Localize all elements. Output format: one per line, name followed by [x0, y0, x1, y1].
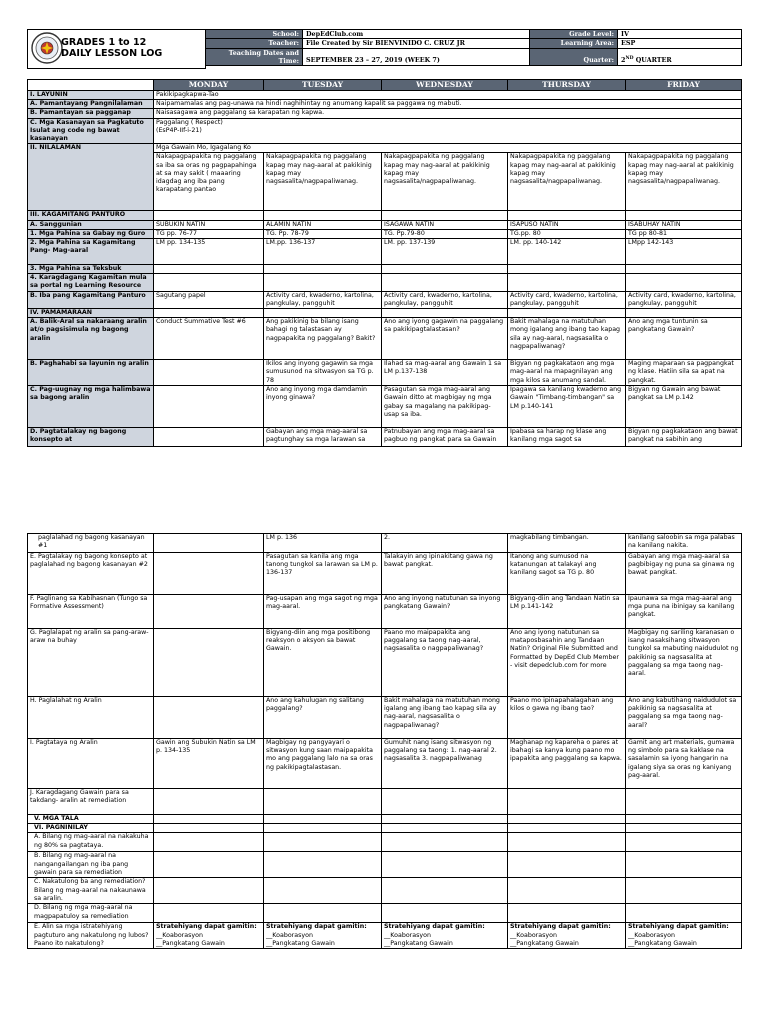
lesson-table-page-1 [27, 79, 742, 447]
nilalaman-tuesday: Nakapagpapakita ng paggalang kapag may nag-aaral at pakikinig kapag may nagsasalita/nagpapaliwanag. [264, 153, 382, 211]
pag-uugnay-tuesday: Ano ang inyong mga damdamin inyong ginawa? [264, 386, 382, 428]
strat-option-2: __Pangkatang Gawain [384, 939, 453, 947]
c-value-2: (EsP4P-IIf-i-21) [156, 126, 202, 134]
row-paglinang [28, 595, 742, 629]
pag-uugnay-monday [154, 386, 264, 428]
f-monday [154, 595, 264, 629]
day-monday: MONDAY [154, 80, 264, 91]
paglalahad-wednesday: 2. [382, 534, 508, 553]
balik-friday: Ano ang mga tuntunin sa pangkatang Gawain? [626, 318, 742, 360]
strat-thursday [508, 923, 626, 949]
balik-monday: Conduct Summative Test #6 [154, 318, 264, 360]
lm-tuesday: LM.pp. 136-137 [264, 239, 382, 265]
guro-tuesday: TG. Pp. 78-79 [264, 229, 382, 238]
pag-uugnay-label: C. Pag-uugnay ng mga halimbawa sa bagong aralin [28, 386, 154, 428]
dates-label [206, 48, 303, 65]
b-value: Naisasagawa ang paggalang sa karapatan ng kapwa. [154, 109, 742, 118]
pagninilay-label: VI. PAGNINILAY [28, 824, 154, 833]
pagtatalakay-friday: Bigyan ng pagkakataon ang bawat pangkat na sabihin ang [626, 428, 742, 447]
c6-label: C. Nakatulong ba ang remediation? Bilang ng mag-aaral na nakaunawa sa aralin. [28, 878, 154, 904]
row-bilang-80 [28, 833, 742, 852]
e-wednesday: Talakayin ang ipinakitang gawa ng bawat pangkat. [382, 553, 508, 595]
i-wednesday: Gumuhit nang isang sitwasyon ng paggalang sa taong: 1. nag-aaral 2. nagsasalita 3. nagpapaliwanag [382, 739, 508, 789]
area-label: Learning Area: [530, 39, 618, 48]
school-value: DepEdClub.com [303, 30, 530, 39]
d6-label: D. Bilang ng mga mag-aaral na magpapatuloy sa remediation [28, 904, 154, 923]
tala-blank-4 [508, 815, 626, 824]
j-blank-2 [264, 789, 382, 815]
row-layunin [28, 91, 742, 100]
strat-title: Stratehiyang dapat gamitin: [628, 923, 729, 931]
title-box [27, 29, 206, 69]
kagamitan-blank-5 [626, 211, 742, 220]
pagtatalakay-tuesday: Gabayan ang mga mag-aaral sa pagtunghay sa mga larawan sa [264, 428, 382, 447]
pagninilay-blank-4 [508, 824, 626, 833]
c6-blank-4 [508, 878, 626, 904]
paghahabi-friday: Maging maparaan sa pagpangkat ng klase. Hatiin sila sa apat na pangkat. [626, 360, 742, 386]
page-2 [27, 533, 741, 949]
a6-blank-4 [508, 833, 626, 852]
pag-uugnay-friday: Bigyan ng Gawain ang bawat pangkat sa LM p.142 [626, 386, 742, 428]
i-label: I. Pagtataya ng Aralin [28, 739, 154, 789]
row-kasanayan [28, 118, 742, 144]
strat-monday [154, 923, 264, 949]
row-balik-aral [28, 318, 742, 360]
iba-wednesday: Activity card, kwaderno, kartolina, pangkulay, pangguhit [382, 291, 508, 308]
b6-blank-3 [382, 852, 508, 878]
sanggunian-wednesday: ISAGAWA NATIN [382, 220, 508, 229]
nilalaman-label: II. NILALAMAN [28, 144, 154, 211]
iba-friday: Activity card, kwaderno, kartolina, pangkulay, pangguhit [626, 291, 742, 308]
h-wednesday: Bakit mahalaga na matutuhan mong igalang ang ibang tao kapag sila ay nag-aaral, nagsasalita o nagpapaliwanag? [382, 697, 508, 739]
pagtatalakay-wednesday: Patnubayan ang mga mag-aaral sa pagbuo ng pangkat para sa Gawain [382, 428, 508, 447]
pamamaraan-blank-3 [382, 309, 508, 318]
g-friday: Magbigay ng sariling karanasan o isang nasaksihang sitwasyon tungkol sa mabuting naidudulot ng pakikinig sa nagsasalita at paggalang sa mga taong nag-aaral. [626, 629, 742, 697]
h-monday [154, 697, 264, 739]
d6-blank-4 [508, 904, 626, 923]
grade-label: Grade Level: [530, 30, 618, 39]
h-friday: Ano ang kabutihang naidudulot sa pakikinig sa nagsasalita at paggalang sa mga taong nag-aaral? [626, 697, 742, 739]
strat-option-2: __Pangkatang Gawain [266, 939, 335, 947]
quarter-number: 2 [621, 56, 626, 65]
guro-thursday: TG.pp. 80 [508, 229, 626, 238]
e-thursday: Itanong ang sumusod na katanungan at talakayi ang kanilang sagot sa TG p. 80 [508, 553, 626, 595]
row-iba-pang-kagamitan [28, 291, 742, 308]
row-sanggunian [28, 220, 742, 229]
b6-blank-5 [626, 852, 742, 878]
strat-tuesday [264, 923, 382, 949]
row-bilang-remediation [28, 852, 742, 878]
row-kagamitang-panturo [28, 211, 742, 220]
nilalaman-title: Mga Gawain Mo, Igagalang Ko [154, 144, 742, 153]
h-label: H. Paglalahat ng Aralin [28, 697, 154, 739]
row-pagtataya [28, 739, 742, 789]
sanggunian-friday: ISABUHAY NATIN [626, 220, 742, 229]
c-label: C. Mga Kasanayan sa Pagkatuto Isulat ang code ng bawat kasanayan [28, 118, 154, 144]
balik-wednesday: Ano ang iyong gagawin na paggalang sa pakikipagtalastasan? [382, 318, 508, 360]
pamamaraan-blank-2 [264, 309, 382, 318]
a6-blank-1 [154, 833, 264, 852]
strat-option-2: __Pangkatang Gawain [156, 939, 225, 947]
c6-blank-3 [382, 878, 508, 904]
g-label: G. Paglalapat ng aralin sa pang-araw- araw na buhay [28, 629, 154, 697]
row-karagdagang-kagamitan [28, 274, 742, 291]
teksbuk-blank-5 [626, 265, 742, 274]
days-header-row [28, 80, 742, 91]
day-tuesday: TUESDAY [264, 80, 382, 91]
strat-title: Stratehiyang dapat gamitin: [266, 923, 367, 931]
e-friday: Gabayan ang mga mag-aaral sa pagbibigay ng puna sa ginawa ng bawat pangkat. [626, 553, 742, 595]
d6-blank-2 [264, 904, 382, 923]
strat-option-1: __Koaborasyon [510, 931, 557, 939]
e6-label: E. Alin sa mga istratehiyang pagtuturo ang nakatulong ng lubos? Paano ito nakatulong? [28, 923, 154, 949]
sanggunian-monday: SUBUKIN NATIN [154, 220, 264, 229]
iba-tuesday: Activity card, kwaderno, kartolina, pangkulay, pangguhit [264, 291, 382, 308]
row-istratehiya [28, 923, 742, 949]
tala-blank-5 [626, 815, 742, 824]
kagamitan-blank-1 [154, 211, 264, 220]
c6-blank-1 [154, 878, 264, 904]
row-paglalahat [28, 697, 742, 739]
row-paghahabi [28, 360, 742, 386]
pagtatalakay-label: D. Pagtatalakay ng bagong konsepto at [28, 428, 154, 447]
j-blank-4 [508, 789, 626, 815]
lm-thursday: LM. pp. 140-142 [508, 239, 626, 265]
guro-monday: TG pp. 76-77 [154, 229, 264, 238]
d6-blank-5 [626, 904, 742, 923]
row-nakatulong [28, 878, 742, 904]
dates-label-1: Teaching Dates and [228, 48, 299, 57]
a-value: Naipamamalas ang pag-unawa na hindi naghihintay ng anumang kapalit sa paggawa ng mabuti. [154, 100, 742, 109]
strat-option-2: __Pangkatang Gawain [510, 939, 579, 947]
pamamaraan-blank-1 [154, 309, 264, 318]
strat-option-2: __Pangkatang Gawain [628, 939, 697, 947]
karagdagan-blank-2 [264, 274, 382, 291]
paglalahad-friday: kanilang saloobin sa mga palabas na kanilang nakita. [626, 534, 742, 553]
balik-label: A. Balik-Aral sa nakaraang aralin at/o pagsisimula ng bagong aralin [28, 318, 154, 360]
paghahabi-thursday: Bigyan ng pagkakataon ang mga mag-aaral na mapagnilayan ang mga kilos sa anumang sandal. [508, 360, 626, 386]
paghahabi-label: B. Paghahabi sa layunin ng aralin [28, 360, 154, 386]
j-label: J. Karagdagang Gawain para sa takdang- aralin at remediation [28, 789, 154, 815]
b6-label: B. Bilang ng mag-aaral na nangangailangan ng iba pang gawain para sa remediation [28, 852, 154, 878]
strat-option-1: __Koaborasyon [266, 931, 313, 939]
i-friday: Gamit ang art materials, gumawa ng simbolo para sa kaklase na sasalamin sa iyong hangarin na igalang siya sa oras ng kaniyang pag-aaral. [626, 739, 742, 789]
g-monday [154, 629, 264, 697]
teksbuk-blank-2 [264, 265, 382, 274]
h-thursday: Paano mo ipinapahalagahan ang kilos o gawa ng ibang tao? [508, 697, 626, 739]
pagninilay-blank-1 [154, 824, 264, 833]
b-label: B. Pamantayan sa pagganap [28, 109, 154, 118]
c6-blank-5 [626, 878, 742, 904]
karagdagan-blank-1 [154, 274, 264, 291]
c-value [154, 118, 742, 144]
pagtatalakay-thursday: Ipabasa sa harap ng klase ang kanilang mga sagot sa [508, 428, 626, 447]
dates-value: SEPTEMBER 23 – 27, 2019 (WEEK 7) [303, 48, 530, 65]
f-wednesday: Ano ang inyong natutunan sa inyong pangkatang Gawain? [382, 595, 508, 629]
nilalaman-friday: Nakapagpapakita ng paggalang kapag may nag-aaral at pakikinig kapag may nagsasalita/nagpapaliwanag. [626, 153, 742, 211]
f-thursday: Bigyang-diin ang Tandaan Natin sa LM p.141-142 [508, 595, 626, 629]
g-thursday: Ano ang iyong natutunan sa mataposbasahin ang Tandaan Natin? Original File Submitted and Formatted by DepEd Club Member - visit depedclub.com for more [508, 629, 626, 697]
strat-friday [626, 923, 742, 949]
iba-monday: Sagutang papel [154, 291, 264, 308]
nilalaman-wednesday: Nakapagpapakita ng paggalang kapag may nag-aaral at pakikinig kapag may nagsasalita/nagpapaliwanag. [382, 153, 508, 211]
row-pagtatalakay [28, 428, 742, 447]
e-monday [154, 553, 264, 595]
karagdagan-blank-5 [626, 274, 742, 291]
row-nilalaman-top [28, 144, 742, 153]
row-mga-tala [28, 815, 742, 824]
pag-uugnay-wednesday: Pasagutan sa mga mag-aaral ang Gawain ditto at magbigay ng mga gabay sa magalang na pakikipag-usap sa iba. [382, 386, 508, 428]
row-pamantayang-pangnilalaman [28, 100, 742, 109]
layunin-value: Pakikipagkapwa-Tao [154, 91, 742, 100]
f-tuesday: Pag-usapan ang mga sagot ng mga mag-aaral. [264, 595, 382, 629]
lm-label: 2. Mga Pahina sa Kagamitang Pang- Mag-aaral [28, 239, 154, 265]
tala-blank-3 [382, 815, 508, 824]
day-wednesday: WEDNESDAY [382, 80, 508, 91]
balik-tuesday: Ang pakikinig ba bilang isang bahagi ng talastasan ay nagpapakita ng paggalang? Bakit? [264, 318, 382, 360]
f-label: F. Paglinang sa Kabihasnan (Tungo sa Formative Assessment) [28, 595, 154, 629]
kagamitan-blank-3 [382, 211, 508, 220]
a6-label: A. Bilang ng mag-aaral na nakakuha ng 80% sa pagtataya. [28, 833, 154, 852]
d6-blank-1 [154, 904, 264, 923]
j-blank-3 [382, 789, 508, 815]
a6-blank-5 [626, 833, 742, 852]
row-pagninilay [28, 824, 742, 833]
pagtatalakay-monday [154, 428, 264, 447]
b6-blank-2 [264, 852, 382, 878]
karagdagan-blank-3 [382, 274, 508, 291]
lesson-table-page-2 [27, 533, 742, 949]
a-label: A. Pamantayang Pangnilalaman [28, 100, 154, 109]
g-wednesday: Paano mo maipapakita ang paggalang sa taong nag-aaral, nagsasalita o nagpapaliwanag? [382, 629, 508, 697]
school-label: School: [206, 30, 303, 39]
paghahabi-wednesday: Ilahad sa mag-aaral ang Gawain 1 sa LM p.137-138 [382, 360, 508, 386]
pag-uugnay-thursday: Ipagawa sa kanilang kwaderno ang Gawain "Timbang-timbangan" sa LM p.140-141 [508, 386, 626, 428]
nilalaman-thursday: Nakapagpapakita ng paggalang kapag may nag-aaral at pakikinig kapag may nagsasalita/nagpapaliwanag. [508, 153, 626, 211]
guro-wednesday: TG. Pp.79-80 [382, 229, 508, 238]
paghahabi-monday [154, 360, 264, 386]
deped-seal-icon [31, 32, 63, 64]
row-paglalapat [28, 629, 742, 697]
header-info-table [205, 29, 742, 66]
title-line-2: DAILY LESSON LOG [61, 48, 163, 59]
row-teksbuk [28, 265, 742, 274]
row-kagamitang-mag-aaral [28, 239, 742, 265]
quarter-value [618, 48, 742, 65]
quarter-word: QUARTER [633, 56, 672, 65]
grade-value: IV [618, 30, 742, 39]
pamamaraan-blank-5 [626, 309, 742, 318]
row-gabay-guro [28, 229, 742, 238]
i-monday: Gawin ang Subukin Natin sa LM p. 134-135 [154, 739, 264, 789]
teksbuk-label: 3. Mga Pahina sa Teksbuk [28, 265, 154, 274]
j-blank-5 [626, 789, 742, 815]
i-thursday: Maghanap ng kapareha o pares at ibahagi sa kanya kung paano mo ipapakita ang paggalang sa kapwa. [508, 739, 626, 789]
area-value: ESP [618, 39, 742, 48]
f-friday: Ipaunawa sa mga mag-aaral ang mga puna na ibinigay sa kanilang pangkat. [626, 595, 742, 629]
lm-wednesday: LM. pp. 137-139 [382, 239, 508, 265]
b6-blank-4 [508, 852, 626, 878]
tala-label: V. MGA TALA [28, 815, 154, 824]
c-value-1: Paggalang ( Respect) [156, 118, 223, 126]
sanggunian-label: A. Sanggunian [28, 220, 154, 229]
page-1 [27, 29, 741, 447]
paglalahad-thursday: magkabilang timbangan. [508, 534, 626, 553]
row-karagdagang-gawain [28, 789, 742, 815]
karagdagan-blank-4 [508, 274, 626, 291]
g-tuesday: Bigyang-diin ang mga positibong reaksyon o aksyon sa bawat Gawain. [264, 629, 382, 697]
e-label: E. Pagtalakay ng bagong konsepto at paglalahad ng bagong kasanayan #2 [28, 553, 154, 595]
paglalahad-monday [154, 534, 264, 553]
days-header-blank [28, 80, 154, 91]
day-friday: FRIDAY [626, 80, 742, 91]
strat-title: Stratehiyang dapat gamitin: [156, 923, 257, 931]
lm-friday: LMpp 142-143 [626, 239, 742, 265]
strat-option-1: __Koaborasyon [156, 931, 203, 939]
c6-blank-2 [264, 878, 382, 904]
teksbuk-blank-4 [508, 265, 626, 274]
row-pamamaraan [28, 309, 742, 318]
iba-label: B. Iba pang Kagamitang Panturo [28, 291, 154, 308]
strat-option-1: __Koaborasyon [628, 931, 675, 939]
kagamitan-blank-4 [508, 211, 626, 220]
tala-blank-2 [264, 815, 382, 824]
j-blank-1 [154, 789, 264, 815]
pagninilay-blank-2 [264, 824, 382, 833]
pagninilay-blank-3 [382, 824, 508, 833]
d6-blank-3 [382, 904, 508, 923]
row-magpapatuloy [28, 904, 742, 923]
strat-title: Stratehiyang dapat gamitin: [384, 923, 485, 931]
row-paglalahad-continued [28, 534, 742, 553]
guro-label: 1. Mga Pahina sa Gabay ng Guro [28, 229, 154, 238]
day-thursday: THURSDAY [508, 80, 626, 91]
guro-friday: TG pp 80-81 [626, 229, 742, 238]
pamamaraan-label: IV. PAMAMARAAN [28, 309, 154, 318]
kagamitan-blank-2 [264, 211, 382, 220]
quarter-label: Quarter: [530, 48, 618, 65]
paglalahad-label: paglalahad ng bagong kasanayan #1 [28, 534, 154, 553]
lm-monday: LM pp. 134-135 [154, 239, 264, 265]
i-tuesday: Magbigay ng pangyayari o sitwasyon kung saan maipapakita mo ang paggalang lalo na sa oras ng pakikipagtalastasan. [264, 739, 382, 789]
sanggunian-thursday: ISAPUSO NATIN [508, 220, 626, 229]
lesson-header [27, 29, 741, 69]
tala-blank-1 [154, 815, 264, 824]
quarter-suffix: ND [625, 56, 634, 62]
row-pamantayan-sa-pagganap [28, 109, 742, 118]
row-pagtalakay-2 [28, 553, 742, 595]
strat-option-1: __Koaborasyon [384, 931, 431, 939]
nilalaman-monday: Nakapagpapakita ng paggalang sa iba sa oras ng pagpapahinga at sa may sakit ( maaaring idagdag ang iba pang karapatang pantao [154, 153, 264, 211]
paglalahad-tuesday: LM p. 136 [264, 534, 382, 553]
karagdagan-label: 4. Karagdagang Kagamitan mula sa portal ng Learning Resource [28, 274, 154, 291]
e-tuesday: Pasagutan sa kanila ang mga tanong tungkol sa larawan sa LM p. 136-137 [264, 553, 382, 595]
sanggunian-tuesday: ALAMIN NATIN [264, 220, 382, 229]
h-tuesday: Ano ang kahulugan ng salitang paggalang? [264, 697, 382, 739]
pamamaraan-blank-4 [508, 309, 626, 318]
b6-blank-1 [154, 852, 264, 878]
row-pag-uugnay [28, 386, 742, 428]
layunin-label: I. LAYUNIN [28, 91, 154, 100]
pagninilay-blank-5 [626, 824, 742, 833]
paghahabi-tuesday: Ikilos ang inyong gagawin sa mga sumusunod na sitwasyon sa TG p. 78 [264, 360, 382, 386]
strat-title: Stratehiyang dapat gamitin: [510, 923, 611, 931]
dates-label-2: Time: [278, 56, 299, 65]
teksbuk-blank-1 [154, 265, 264, 274]
teksbuk-blank-3 [382, 265, 508, 274]
iba-thursday: Activity card, kwaderno, kartolina, pangkulay, pangguhit [508, 291, 626, 308]
strat-wednesday [382, 923, 508, 949]
a6-blank-2 [264, 833, 382, 852]
teacher-value: File Created by Sir BIENVINIDO C. CRUZ JR [303, 39, 530, 48]
kagamitan-label: III. KAGAMITANG PANTURO [28, 211, 154, 220]
title-line-1: GRADES 1 to 12 [61, 37, 147, 48]
teacher-label: Teacher: [206, 39, 303, 48]
balik-thursday: Bakit mahalaga na matutuhan mong igalang ang ibang tao kapag sila ay nag-aaral, nagsasalita o nagpapaliwanag? [508, 318, 626, 360]
a6-blank-3 [382, 833, 508, 852]
